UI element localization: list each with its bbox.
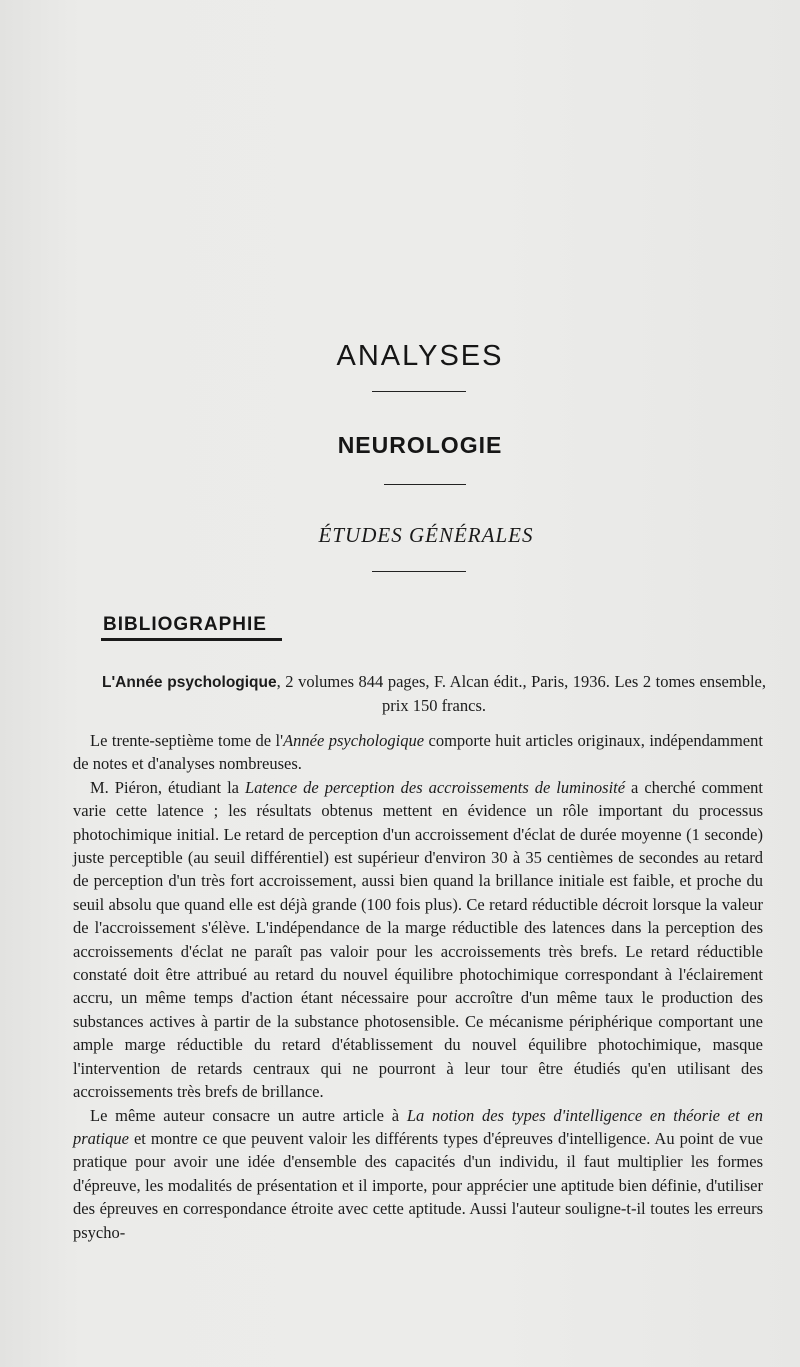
paragraph-italic-title: Latence de perception des accroissements de luminosité bbox=[244, 777, 626, 797]
reference-details: , 2 volumes 844 pages, F. Alcan édit., Paris, 1936. Les 2 tomes ensemble, prix 150 francs. bbox=[276, 672, 766, 715]
chapter-title: NEUROLOGIE bbox=[337, 432, 503, 458]
paragraph bbox=[73, 776, 763, 1104]
subsection-title: BIBLIOGRAPHIE bbox=[103, 614, 267, 635]
section-divider bbox=[372, 571, 466, 572]
page-title: ANALYSES bbox=[336, 340, 504, 372]
paragraph-text: M. Piéron, étudiant la bbox=[90, 777, 245, 797]
paragraph-text: Le trente-septième tome de l' bbox=[90, 731, 284, 750]
paragraph-italic-title: La notion des types d'intelligence en théorie et en pratique bbox=[73, 1105, 764, 1148]
paragraph-italic-title: Année psychologique bbox=[283, 731, 425, 750]
subsection-underline bbox=[101, 638, 282, 641]
paragraph bbox=[73, 1104, 763, 1244]
paragraph-text: a cherché comment varie cette latence ; les résultats obtenus mettent en évidence un rôle important du processus photochimique initial. Le retard de perception d'un accroissement d'éclat de durée moyenne (1 seconde) juste perceptible (au seuil différentiel) est supérieur d'environ 30 à 35 centièmes de secondes au retard de perception d'un très fort accroissement, aussi bien quand la brillance initiale est faible, et proche du seuil absolu que quand elle est déjà grande (100 fois plus). Ce retard réductible décroit lorsque la valeur de l'accroissement s'élève. L'indépendance de la marge réductible des latences dans la perception des accroissements d'éclat ne paraît pas valoir pour les accroissements très brefs. Le retard réductible constaté doit être attribué au retard du nouvel équilibre photochimique correspondant à l'éclairement accru, un même temps d'action étant nécessaire pour accroître d'un même taux le production des substances actives à partir de la substance photosensible. Ce mécanisme périphérique comportant une ample marge réductible du retard d'établissement du nouvel équilibre photochimique, masque l'intervention de retards centraux qui ne pourront à leur tour être étudiés qu'en utilisant des accroissements très brefs de brillance. bbox=[73, 777, 763, 1102]
bibliographic-reference bbox=[102, 670, 766, 717]
article-body bbox=[73, 729, 763, 1244]
title-divider bbox=[372, 391, 466, 392]
paragraph bbox=[73, 729, 763, 776]
reference-title: L'Année psychologique bbox=[102, 674, 277, 691]
paragraph-text: et montre ce que peuvent valoir les différents types d'épreuves d'intelligence. Au point de vue pratique pour avoir une idée d'ensemble des capacités d'un individu, il faut multiplier les formes d'épreuve, les modalités de présentation et il importe, pour apprécier une aptitude bien définie, d'utiliser des épreuves en correspondance étroite avec cette aptitude. Aussi l'auteur souligne-t-il toutes les erreurs psycho- bbox=[73, 1128, 763, 1242]
paragraph-text: Le même auteur consacre un autre article à bbox=[90, 1105, 407, 1125]
section-title: ÉTUDES GÉNÉRALES bbox=[318, 523, 534, 547]
chapter-divider bbox=[384, 484, 466, 485]
paragraph-text: comporte huit articles originaux, indépendamment de notes et d'analyses nombreuses. bbox=[73, 731, 763, 774]
